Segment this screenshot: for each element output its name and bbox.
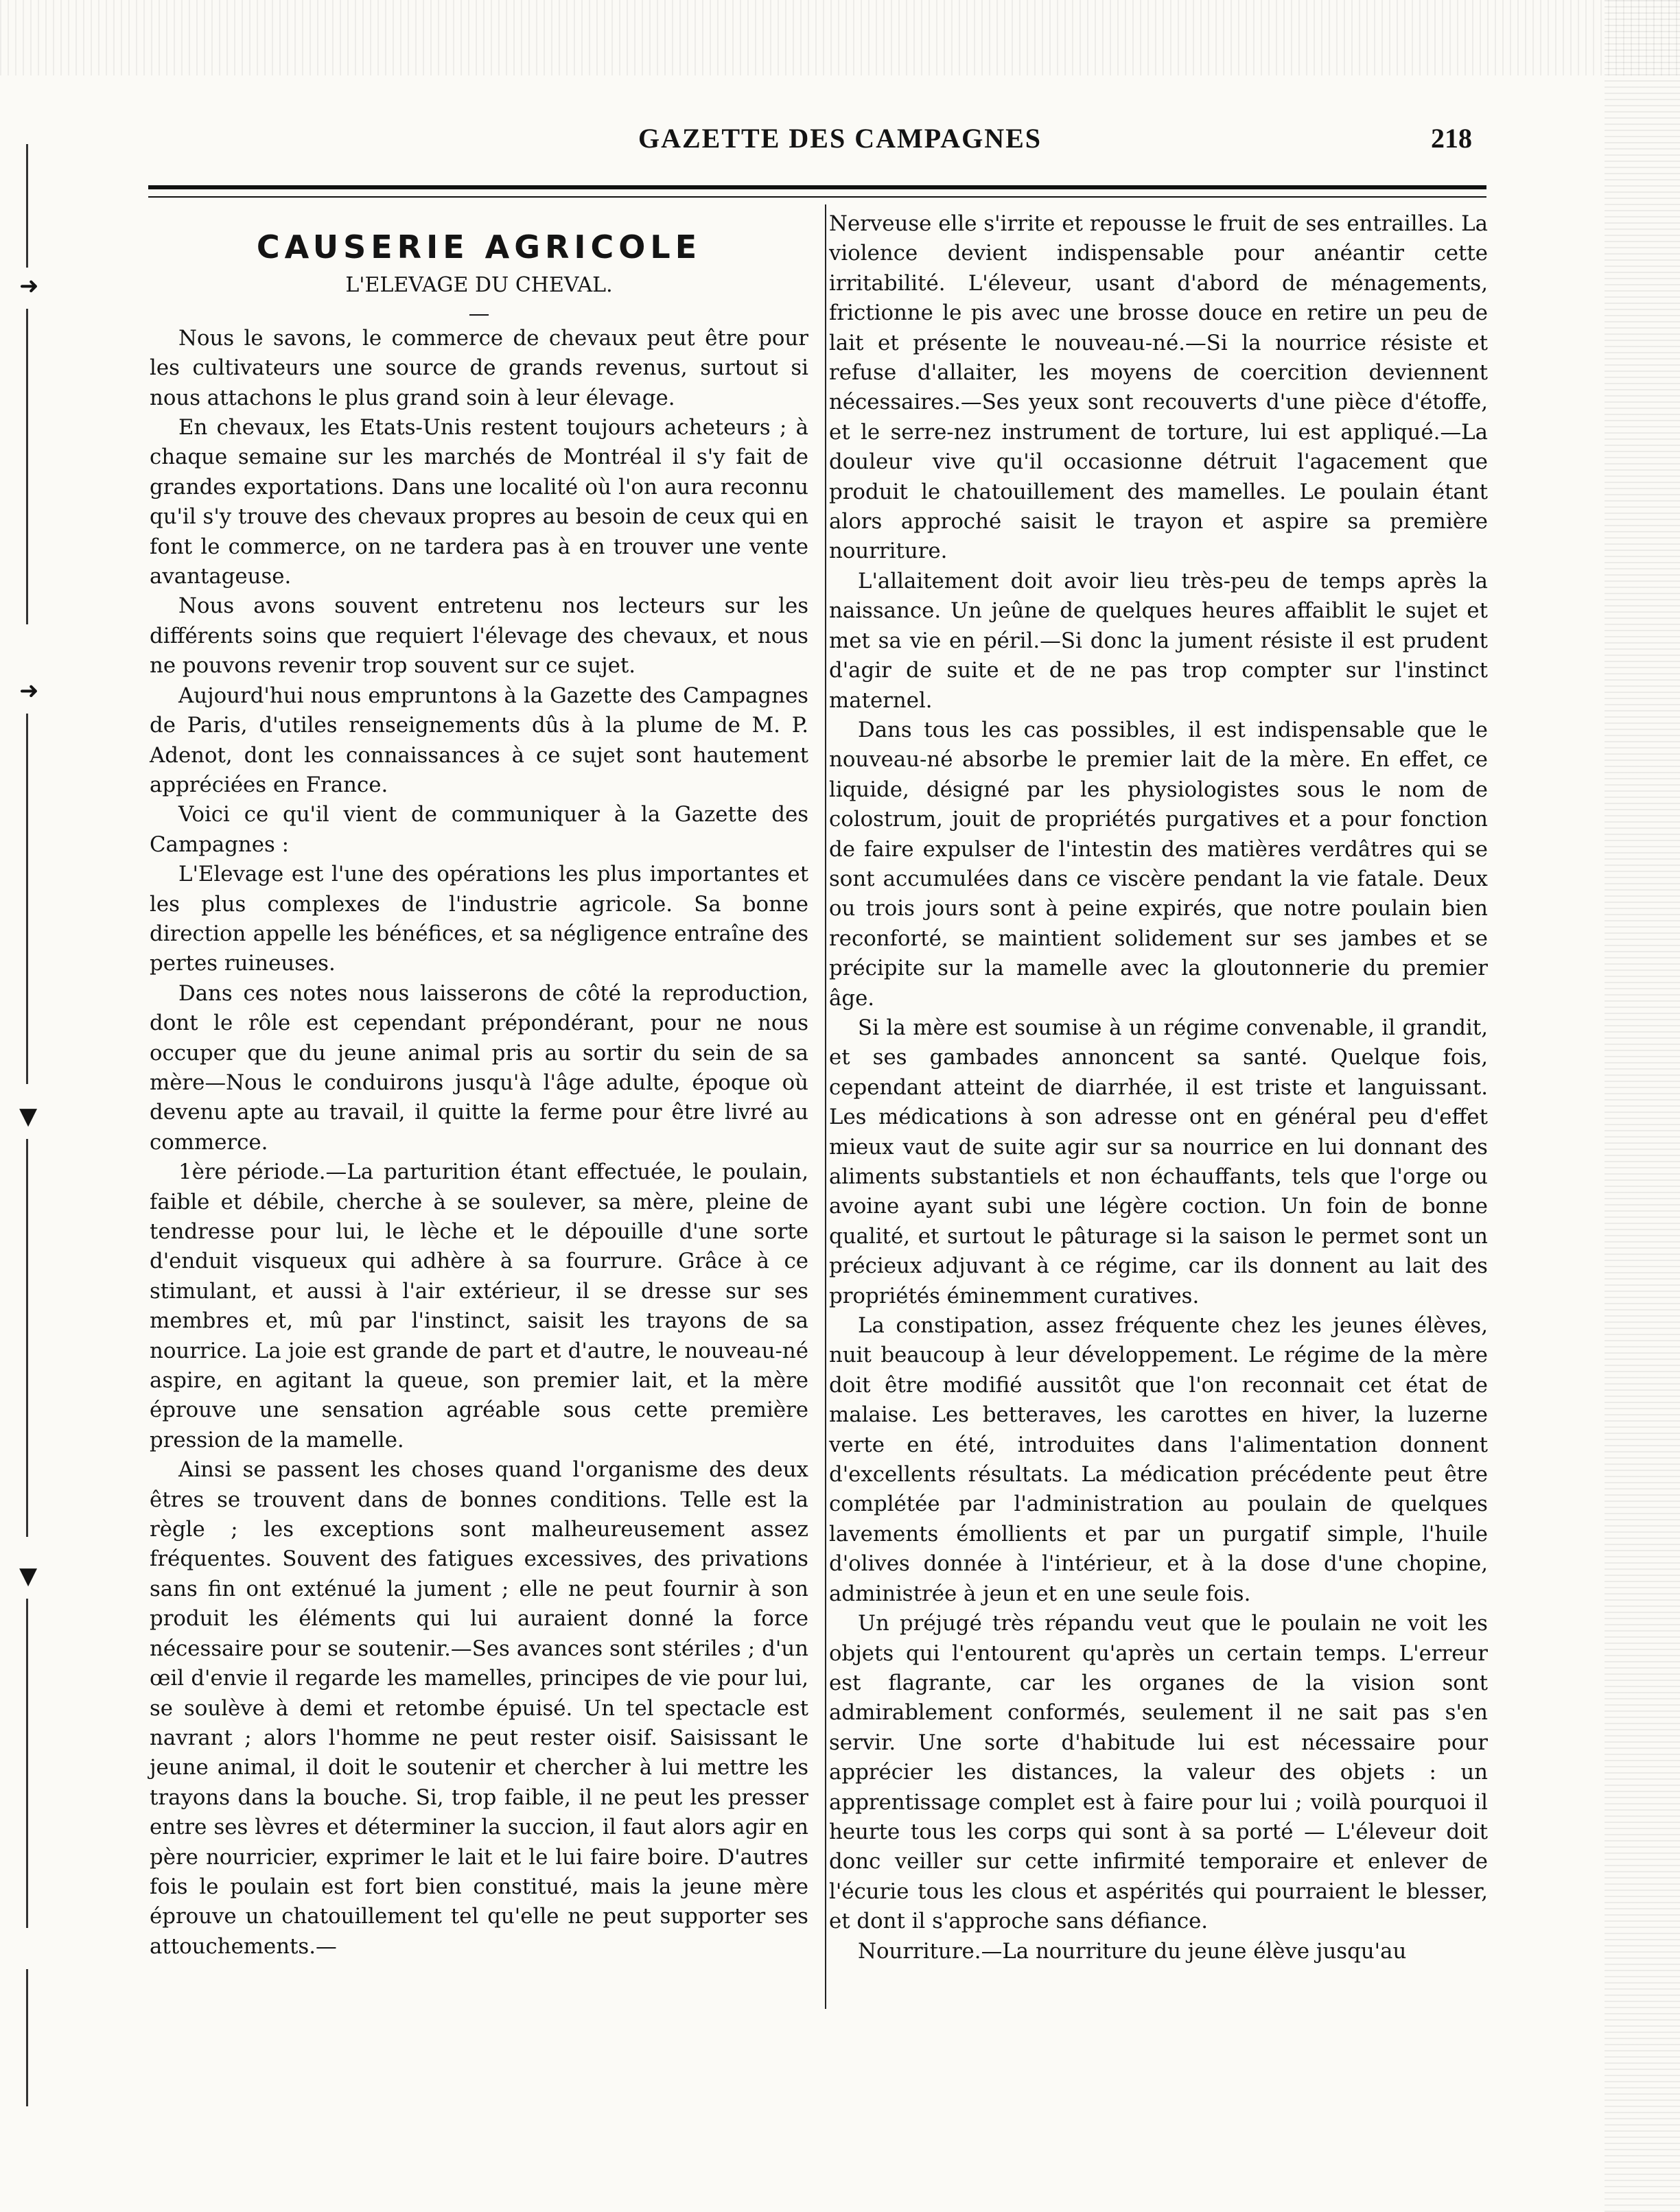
arrow-down-icon: ▼ [19, 1103, 38, 1130]
margin-line [26, 144, 28, 268]
header-rule-thick [148, 185, 1486, 189]
arrow-right-icon: ➜ [19, 272, 39, 300]
margin-line [26, 1969, 28, 2106]
paragraph: Voici ce qu'il vient de communiquer à la Gazette des Campagnes : [150, 802, 808, 857]
paragraph: Nous avons souvent entretenu nos lecteurs sur les différents soins que requiert l'élevage des chevaux, et nous ne pouvons revenir trop souvent sur ce sujet. [150, 593, 808, 679]
header-rule-thin [148, 196, 1486, 198]
right-column [829, 209, 1488, 1966]
scan-noise-edge [1605, 0, 1680, 2212]
paragraph: Nourriture.—La nourriture du jeune élève jusqu'au [858, 1938, 1407, 1964]
paragraph: L'allaitement doit avoir lieu très-peu de temps après la naissance. Un jeûne de quelques heures affaiblit le sujet et met sa vie en péril.—Si donc la jument résiste il est prudent d'agir de suite et de ne pas trop compter sur l'instinct maternel. [829, 568, 1488, 713]
paragraph: Ainsi se passent les choses quand l'organisme des deux êtres se trouvent dans de bonnes conditions. Telle est la règle ; les exceptions sont malheureusement assez fréquentes. Souvent des fatigues excessives, des privations sans fin ont exténué la jument ; elle ne peut fournir à son produit les éléments qui lui auraient donné la force nécessaire pour se soutenir.—Ses avances sont stériles ; d'un œil d'envie il regarde les mamelles, principes de vie pour lui, se soulève à demi et retombe épuisé. Un tel spectacle est navrant ; alors l'homme ne peut rester oisif. Saisissant le jeune animal, il doit le soutenir et chercher à lui mettre les trayons dans la bouche. Si, trop faible, il ne peut les presser entre ses lèvres et déterminer la succion, il faut alors agir en père nourricier, exprimer le lait et le lui faire boire. D'autres fois le poulain est fort bien constitué, mais la jeune mère éprouve un chatouillement tel qu'elle ne peut supporter ses attouchements.— [150, 1457, 808, 1959]
paragraph: Un préjugé très répandu veut que le poulain ne voit les objets qui l'entourent qu'après un certain temps. L'erreur est flagrante, car les organes de la vision sont admirablement conformés, seulement il ne sait pas s'en servir. Une sorte d'habitude lui est nécessaire pour apprécier les distances, la valeur des objets : un apprentissage complet est à faire pour lui ; voilà pourquoi il heurte tous les corps qui sont à sa porté — L'éleveur doit donc veiller sur cette infirmité temporaire et enlever de l'écurie tous les clous et aspérités qui pourraient le blesser, et dont il s'approche sans défiance. [829, 1611, 1488, 1934]
paragraph: Dans ces notes nous laisserons de côté la reproduction, dont le rôle est cependant prépondérant, pour ne nous occuper que du jeune animal pris au sortir du sein de sa mère—Nous le conduirons jusqu'à l'âge adulte, époque où devenu apte au travail, il quitte la ferme pour être livré au commerce. [150, 980, 808, 1155]
margin-line [26, 309, 28, 624]
column-divider [825, 204, 826, 2009]
page-number: 218 [1431, 123, 1472, 154]
article-title: CAUSERIE AGRICOLE [256, 228, 702, 266]
title-dash: — [468, 301, 490, 326]
paragraph-continued: Nerveuse elle s'irrite et repousse le fruit de ses entrailles. La violence devient indispensable pour anéantir cette irritabilité. L'éleveur, usant d'abord de ménagements, frictionne le pis avec une brosse douce en retire un peu de lait et présente le nouveau-né.—Si la nourrice résiste et refuse d'allaiter, les moyens de coercition deviennent nécessaires.—Ses yeux sont recouverts d'une pièce d'étoffe, et le serre-nez instrument de torture, lui est appliqué.—La douleur vive qu'il occasionne détruit l'agacement que produit le chatouillement des mamelles. Le poulain étant alors approché saisit le trayon et aspire sa première nourriture. [829, 211, 1488, 564]
paragraph: La constipation, assez fréquente chez les jeunes élèves, nuit beaucoup à leur développement. Le régime de la mère doit être modifié aussitôt que l'on reconnait cet état de malaise. Les betteraves, les carottes en hiver, la luzerne verte en été, introduites dans l'alimentation donnent d'excellents résultats. La médication précédente peut être complétée par l'administration au poulain de quelques lavements émollients et par un purgatif simple, l'huile d'olives donnée à l'intérieur, et à la dose d'une chopine, administrée à jeun et en une seule fois. [829, 1313, 1488, 1606]
margin-line [26, 1139, 28, 1537]
paragraph: Nous le savons, le commerce de chevaux peut être pour les cultivateurs une source de grands revenus, surtout si nous attachons le plus grand soin à leur élevage. [150, 325, 808, 410]
binding-margin-marks [15, 117, 39, 2106]
paragraph: 1ère période.—La parturition étant effectuée, le poulain, faible et débile, cherche à se soulever, sa mère, pleine de tendresse pour lui, le lèche et le dépouille d'une sorte d'enduit visqueux qui adhère à sa fourrure. Grâce à ce stimulant, et aussi à l'air extérieur, il se dresse sur ses membres et, mû par l'instinct, saisit les trayons de sa nourrice. La joie est grande de part et d'autre, le nouveau-né aspire, en agitant la queue, son premier lait, et la mère éprouve une sensation agréable sous cette première pression de la mamelle. [150, 1160, 808, 1452]
paragraph: L'Elevage est l'une des opérations les plus importantes et les plus complexes de l'industrie agricole. Sa bonne direction appelle les bénéfices, et sa négligence entraîne des pertes ruineuses. [150, 862, 808, 976]
paragraph: Dans tous les cas possibles, il est indispensable que le nouveau-né absorbe le premier lait de la mère. En effet, ce liquide, désigné par les physiologistes sous le nom de colostrum, jouit de propriétés purgatives et a pour fonction de faire expulser de l'intestin des matières verdâtres qui se sont accumulées dans ce viscère pendant la vie fatale. Deux ou trois jours sont à peine expirés, que notre poulain bien reconforté, se maintient solidement sur ses jambes et se précipite sur la mamelle avec la gloutonnerie du premier âge. [829, 717, 1488, 1011]
paragraph: Aujourd'hui nous empruntons à la Gazette des Campagnes de Paris, d'utiles renseignements dûs à la plume de M. P. Adenot, dont les connaissances à ce sujet sont hautement appréciées en France. [150, 683, 808, 797]
scan-noise-top [0, 0, 1680, 75]
arrow-down-icon: ▼ [19, 1562, 38, 1590]
page-header-title: GAZETTE DES CAMPAGNES [638, 123, 1042, 154]
arrow-right-icon: ➜ [19, 677, 39, 705]
left-column [150, 209, 808, 1962]
article-subtitle: L'ELEVAGE DU CHEVAL. [345, 273, 613, 298]
paragraph: En chevaux, les Etats-Unis restent toujours acheteurs ; à chaque semaine sur les marchés de Montréal il s'y fait de grandes exportations. Dans une localité où l'on aura reconnu qu'il s'y trouve des chevaux propres au besoin de ceux qui en font le commerce, on ne tardera pas à en trouver une vente avantageuse. [150, 415, 808, 589]
margin-line [26, 714, 28, 1084]
margin-line [26, 1599, 28, 1928]
paragraph: Si la mère est soumise à un régime convenable, il grandit, et ses gambades annoncent sa santé. Quelque fois, cependant atteint de diarrhée, il est triste et languissant. Les médications à son adresse ont en général peu d'effet mieux vaut de suite agir sur sa nourrice en lui donnant des aliments substantiels et non échauffants, tels que l'orge ou avoine ayant subi une légère coction. Un foin de bonne qualité, et surtout le pâturage si la saison le permet sont un précieux adjuvant à ce régime, car ils donnent au lait des propriétés éminemment curatives. [829, 1015, 1488, 1308]
